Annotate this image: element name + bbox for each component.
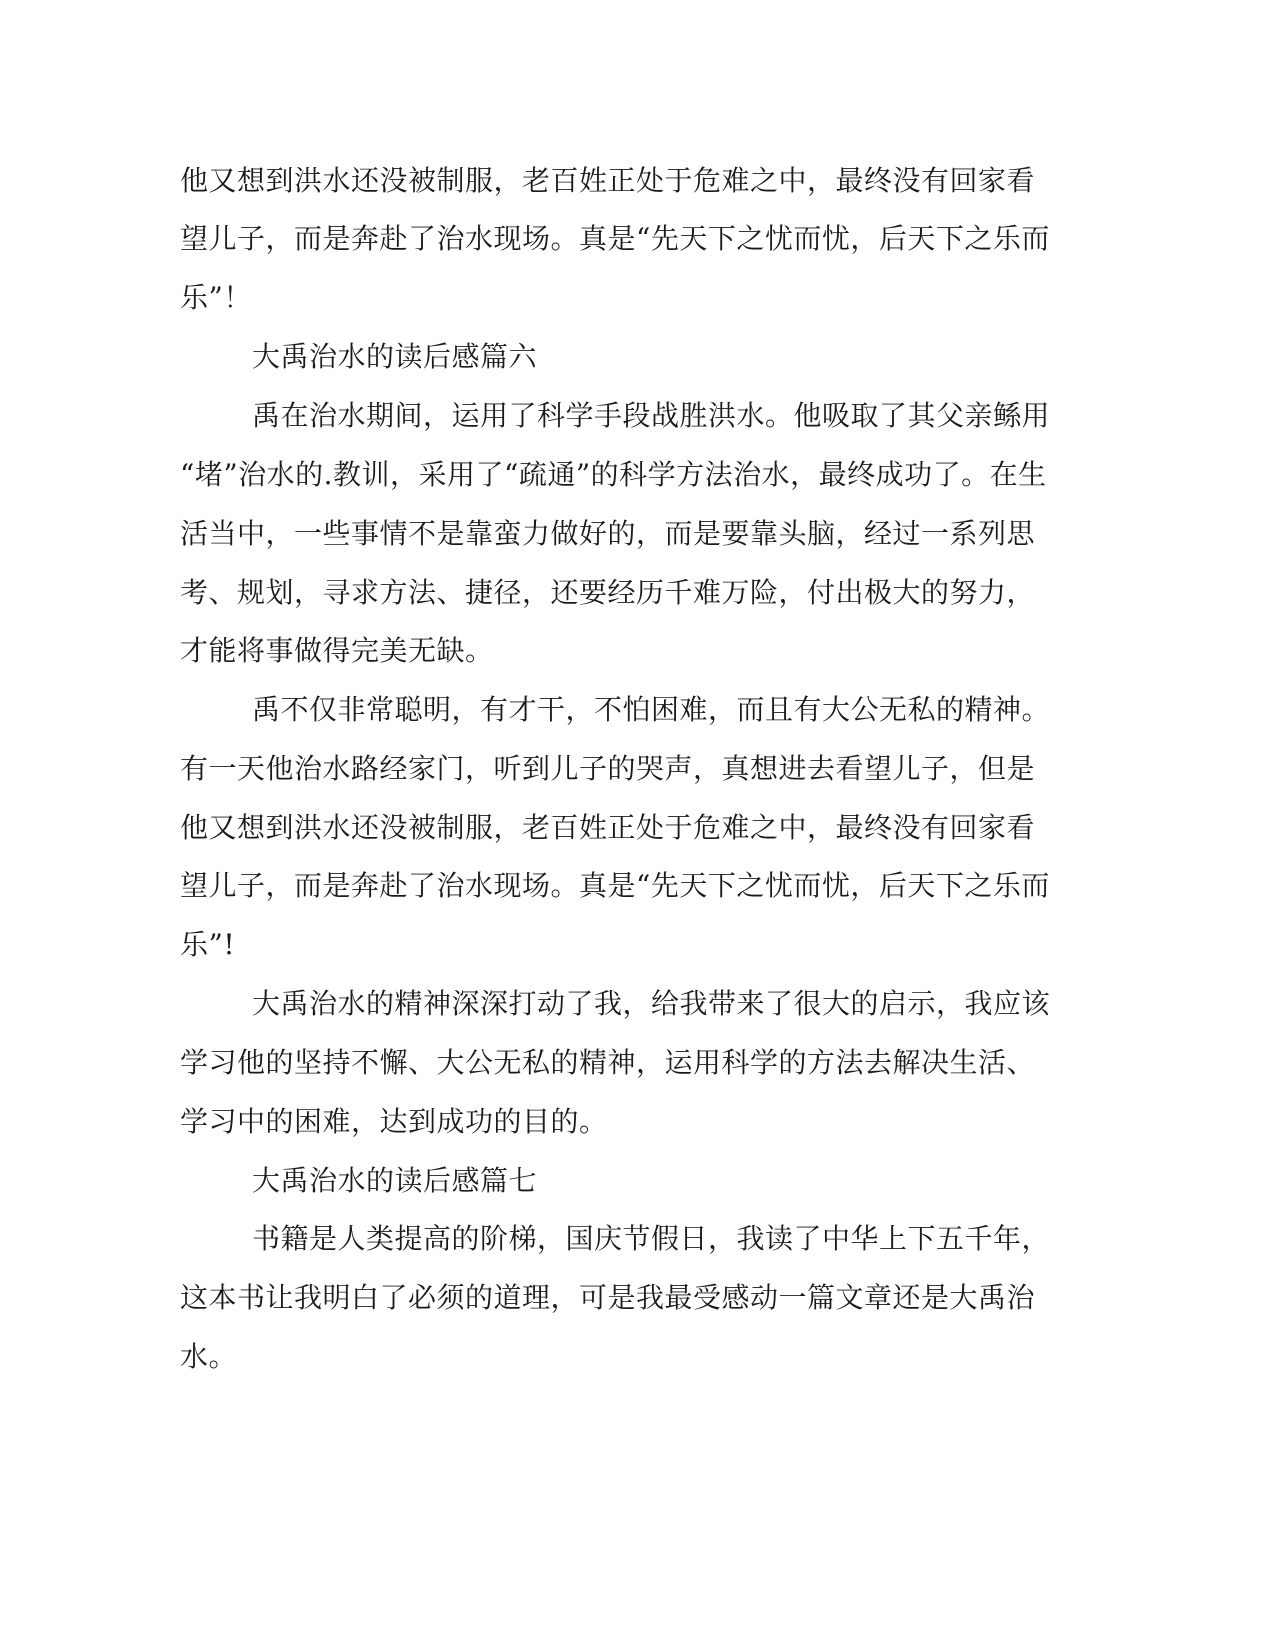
paragraph-line: 望儿子，而是奔赴了治水现场。真是“先天下之忧而忧，后天下之乐而	[180, 869, 1050, 902]
paragraph-line: 才能将事做得完美无缺。	[180, 634, 494, 667]
section-heading: 大禹治水的读后感篇七	[252, 1164, 538, 1197]
paragraph-line: 他又想到洪水还没被制服，老百姓正处于危难之中，最终没有回家看	[180, 164, 1036, 197]
paragraph-line: 禹不仅非常聪明，有才干，不怕困难，而且有大公无私的精神。	[252, 693, 1051, 726]
section-heading: 大禹治水的读后感篇六	[252, 340, 538, 373]
paragraph-line: 水。	[180, 1340, 238, 1373]
paragraph-line: 他又想到洪水还没被制服，老百姓正处于危难之中，最终没有回家看	[180, 811, 1036, 844]
paragraph-line: 学习中的困难，达到成功的目的。	[180, 1105, 608, 1138]
paragraph-line: 学习他的坚持不懈、大公无私的精神，运用科学的方法去解决生活、	[180, 1046, 1036, 1079]
paragraph-line: 乐”！	[180, 281, 252, 314]
paragraph-line: 望儿子，而是奔赴了治水现场。真是“先天下之忧而忧，后天下之乐而	[180, 222, 1050, 255]
paragraph-line: 乐”!	[180, 928, 236, 961]
paragraph-line: 活当中，一些事情不是靠蛮力做好的，而是要靠头脑，经过一系列思	[180, 517, 1036, 550]
paragraph-line: 有一天他治水路经家门，听到儿子的哭声，真想进去看望儿子，但是	[180, 752, 1036, 785]
paragraph-line: “堵”治水的.教训，采用了“疏通”的科学方法治水，最终成功了。在生	[180, 458, 1047, 491]
paragraph-line: 禹在治水期间，运用了科学手段战胜洪水。他吸取了其父亲鲧用	[252, 399, 1051, 432]
paragraph-line: 书籍是人类提高的阶梯，国庆节假日，我读了中华上下五千年，	[252, 1222, 1051, 1255]
paragraph-line: 这本书让我明白了必须的道理，可是我最受感动一篇文章还是大禹治	[180, 1281, 1036, 1314]
paragraph-line: 考、规划，寻求方法、捷径，还要经历千难万险，付出极大的努力，	[180, 576, 1036, 609]
paragraph-line: 大禹治水的精神深深打动了我，给我带来了很大的启示，我应该	[252, 987, 1051, 1020]
